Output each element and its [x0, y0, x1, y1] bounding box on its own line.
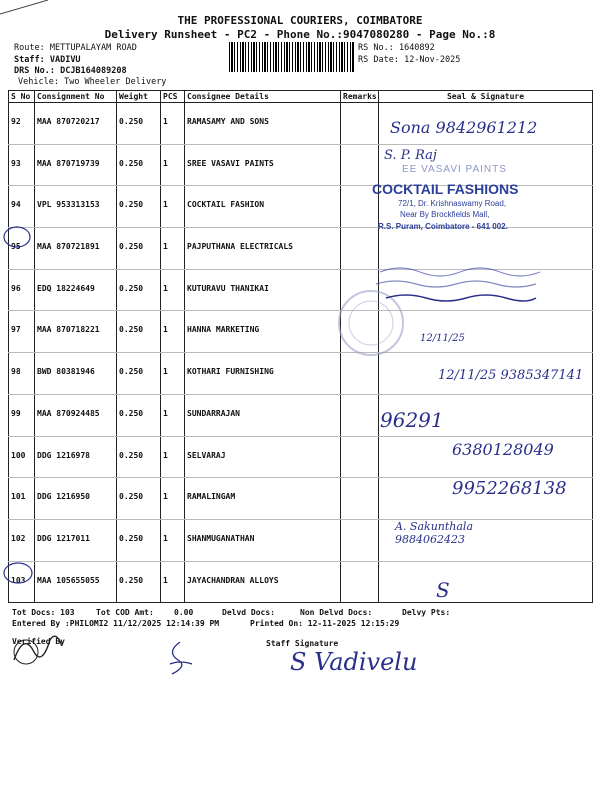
row-sno: 96 — [9, 269, 35, 311]
row-consignee: KUTURAVU THANIKAI — [185, 269, 341, 311]
staff-signature-label: Staff Signature — [266, 639, 339, 648]
col-remarks: Remarks — [341, 91, 379, 103]
table-row — [9, 394, 593, 436]
row-weight: 0.250 — [117, 186, 161, 228]
row-consignee: PAJPUTHANA ELECTRICALS — [185, 228, 341, 270]
non-delvd-docs: Non Delvd Docs: — [300, 608, 373, 617]
row-pcs: 1 — [161, 186, 185, 228]
row-weight: 0.250 — [117, 478, 161, 520]
row-consignee: RAMASAMY AND SONS — [185, 103, 341, 145]
tot-docs: Tot Docs: 103 — [12, 608, 75, 617]
table-row — [9, 561, 593, 603]
cocktail-stamp-name: COCKTAIL FASHIONS — [372, 181, 519, 197]
signature-row-100: 6380128049 — [452, 440, 554, 459]
row-consignment-no: MAA 870924485 — [35, 394, 117, 436]
row-sno: 92 — [9, 103, 35, 145]
vehicle-value: Two Wheeler Delivery — [64, 77, 167, 87]
row-weight: 0.250 — [117, 436, 161, 478]
row-pcs: 1 — [161, 228, 185, 270]
circle-mark-103-icon — [2, 560, 36, 586]
col-consignment: Consignment No — [35, 91, 117, 103]
row-pcs: 1 — [161, 353, 185, 395]
row-consignment-no: MAA 870721891 — [35, 228, 117, 270]
row-consignment-no: MAA 105655055 — [35, 561, 117, 603]
row-weight: 0.250 — [117, 228, 161, 270]
row-sno: 101 — [9, 478, 35, 520]
staff-line — [14, 55, 81, 65]
tot-cod-value: 0.00 — [174, 608, 194, 617]
row-remarks — [341, 103, 379, 145]
entered-by: Entered By :PHILOMI2 11/12/2025 12:14:39 PM — [12, 619, 220, 628]
vehicle-label: Vehicle: — [18, 77, 59, 87]
row-sno: 98 — [9, 353, 35, 395]
barcode — [229, 42, 355, 72]
delvd-docs: Delvd Docs: — [222, 608, 275, 617]
row-consignment-no: EDQ 18224649 — [35, 269, 117, 311]
cocktail-stamp-addr2: Near By Brockfields Mall, — [400, 210, 490, 219]
row-weight: 0.250 — [117, 394, 161, 436]
row-weight: 0.250 — [117, 561, 161, 603]
drs-line — [14, 66, 127, 76]
row-pcs: 1 — [161, 394, 185, 436]
row-sno: 103 — [9, 561, 35, 603]
row-consignment-no: VPL 953313153 — [35, 186, 117, 228]
row-consignment-no: MAA 870720217 — [35, 103, 117, 145]
row-consignment-no: DDG 1216950 — [35, 478, 117, 520]
row-consignee: JAYACHANDRAN ALLOYS — [185, 561, 341, 603]
row-remarks — [341, 394, 379, 436]
row-consignee: RAMALINGAM — [185, 478, 341, 520]
drs-label: DRS No.: — [14, 66, 55, 76]
row-pcs: 1 — [161, 144, 185, 186]
circle-mark-95-icon — [2, 224, 34, 250]
delvy-pts: Delvy Pts: — [402, 608, 451, 617]
runsheet-subtitle: Delivery Runsheet - PC2 - Phone No.:9047080280 - Page No.:8 — [104, 28, 496, 41]
row-consignee: KOTHARI FURNISHING — [185, 353, 341, 395]
row-sno: 93 — [9, 144, 35, 186]
table-header-row — [9, 91, 593, 103]
rs-date-label: RS Date: — [358, 55, 399, 65]
row-pcs: 1 — [161, 561, 185, 603]
rs-date-value: 12-Nov-2025 — [404, 55, 461, 65]
row-weight: 0.250 — [117, 353, 161, 395]
staff-signature: S Vadivelu — [290, 648, 418, 676]
rs-no-label: RS No.: — [358, 43, 394, 53]
cocktail-stamp-addr3: R.S. Puram, Coimbatore - 641 002. — [378, 222, 508, 231]
staff-label: Staff: — [14, 55, 45, 65]
row-sno: 99 — [9, 394, 35, 436]
verified-signature-icon — [8, 630, 68, 670]
row-consignee: COCKTAIL FASHION — [185, 186, 341, 228]
initials-signature-icon — [160, 638, 200, 682]
row-remarks — [341, 144, 379, 186]
drs-value: DCJB164089208 — [60, 66, 127, 76]
vehicle-line — [18, 77, 166, 87]
rs-no-line — [358, 43, 435, 53]
row-consignee: SELVARAJ — [185, 436, 341, 478]
signature-row-98: 12/11/25 9385347141 — [438, 368, 584, 383]
row-signature — [379, 311, 593, 353]
row-weight: 0.250 — [117, 144, 161, 186]
route-line — [14, 43, 137, 53]
row-consignment-no: BWD 80381946 — [35, 353, 117, 395]
signature-row-103: S — [436, 578, 450, 602]
signature-row-101: 9952268138 — [452, 478, 567, 499]
row-consignee: SREE VASAVI PAINTS — [185, 144, 341, 186]
row-pcs: 1 — [161, 269, 185, 311]
signature-row-99: 96291 — [380, 408, 444, 432]
row-sno: 100 — [9, 436, 35, 478]
row-remarks — [341, 436, 379, 478]
route-value: METTUPALAYAM ROAD — [49, 43, 137, 53]
row-signature — [379, 561, 593, 603]
col-seal-signature: Seal & Signature — [379, 91, 593, 103]
row-consignment-no: DDG 1217011 — [35, 519, 117, 561]
col-pcs: PCS — [161, 91, 185, 103]
verified-by-label: Verified By — [12, 637, 65, 646]
row-weight: 0.250 — [117, 311, 161, 353]
row-remarks — [341, 353, 379, 395]
col-weight: Weight — [117, 91, 161, 103]
row-remarks — [341, 478, 379, 520]
rs-no-value: 1640892 — [398, 43, 435, 53]
row-pcs: 1 — [161, 478, 185, 520]
row-consignee: HANNA MARKETING — [185, 311, 341, 353]
company-title: THE PROFESSIONAL COURIERS, COIMBATORE — [177, 14, 423, 27]
cocktail-stamp-addr1: 72/1, Dr. Krishnaswamy Road, — [398, 199, 507, 208]
row-weight: 0.250 — [117, 103, 161, 145]
staff-value: VADIVU — [49, 55, 81, 65]
row-weight: 0.250 — [117, 269, 161, 311]
row-sno: 94 — [9, 186, 35, 228]
row-sno: 95 — [9, 228, 35, 270]
row-pcs: 1 — [161, 519, 185, 561]
signature-row-97: 12/11/25 — [420, 333, 465, 344]
row-pcs: 1 — [161, 311, 185, 353]
row-remarks — [341, 519, 379, 561]
row-pcs: 1 — [161, 103, 185, 145]
row-consignee: SHANMUGANATHAN — [185, 519, 341, 561]
row-consignee: SUNDARRAJAN — [185, 394, 341, 436]
tamil-stamp-icon — [372, 262, 572, 312]
row-remarks — [341, 561, 379, 603]
route-label: Route: — [14, 43, 45, 53]
printed-on: Printed On: 12-11-2025 12:15:29 — [250, 619, 400, 628]
col-consignee: Consignee Details — [185, 91, 341, 103]
rs-date-line — [358, 55, 460, 65]
signature-row-92: Sona 9842961212 — [390, 118, 538, 137]
vasavi-stamp: EE VASAVI PAINTS — [402, 164, 507, 175]
row-consignment-no: MAA 870719739 — [35, 144, 117, 186]
row-weight: 0.250 — [117, 519, 161, 561]
row-consignment-no: MAA 870718221 — [35, 311, 117, 353]
signature-row-93: S. P. Raj — [384, 148, 437, 163]
row-consignment-no: DDG 1216978 — [35, 436, 117, 478]
tot-cod-label: Tot COD Amt: — [96, 608, 154, 617]
row-pcs: 1 — [161, 436, 185, 478]
table-row — [9, 311, 593, 353]
row-sno: 102 — [9, 519, 35, 561]
col-sno: S No — [9, 91, 35, 103]
signature-row-102: A. Sakunthala 9884062423 — [395, 520, 474, 546]
row-sno: 97 — [9, 311, 35, 353]
